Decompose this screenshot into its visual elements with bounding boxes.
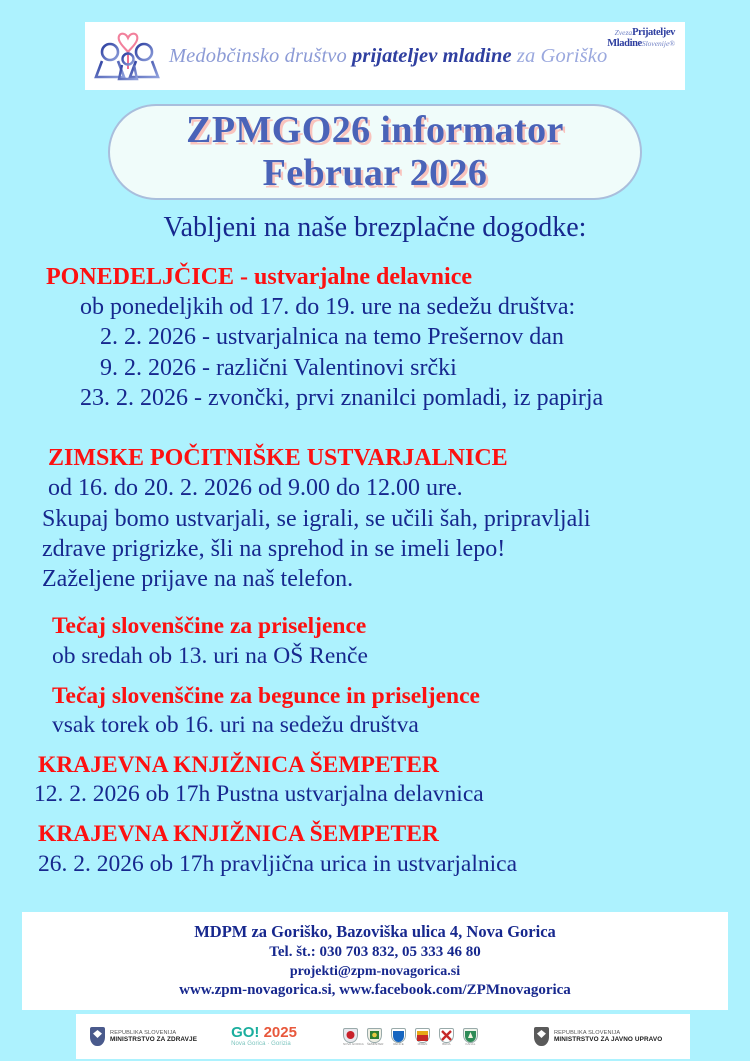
section-line: Zaželjene prijave na naš telefon. [42, 566, 354, 593]
poster-title-line2: Februar 2026 [262, 152, 488, 194]
slovenia-coat-of-arms-icon [90, 1027, 105, 1046]
section-line: 23. 2. 2026 - zvončki, prvi znanilci pomladi, iz papirja [80, 384, 604, 411]
section-zimske-pocitniske [0, 443, 750, 594]
poster-title-box [108, 104, 642, 200]
contact-address: MDPM za Goriško, Bazoviška ulica 4, Nova Gorica [194, 922, 556, 942]
spacer [0, 672, 750, 682]
sponsor-logo-band [76, 1014, 690, 1059]
crest-sempeter-vrtojba-icon: ŠEMPETER [367, 1028, 382, 1046]
crest-renche-vogrsko-icon: RENČE [391, 1028, 406, 1046]
section-heading: Tečaj slovenščine za priseljence [52, 613, 367, 640]
section-knjiznica-12-2 [0, 751, 750, 810]
sponsor-ministry-public-admin [534, 1027, 662, 1046]
section-line: od 16. do 20. 2. 2026 od 9.00 do 12.00 ure. [48, 475, 463, 502]
header-logo-band [85, 22, 685, 90]
go-logo-name: GO! [231, 1024, 260, 1042]
two-figures-with-heart-logo-icon [89, 25, 167, 87]
spacer [0, 594, 750, 612]
section-tecaj-begunce [0, 682, 750, 741]
wordmark-part1: Medobčinsko društvo [169, 44, 353, 67]
section-tecaj-priseljence [0, 612, 750, 671]
section-heading: PONEDELJČICE - ustvarjalne delavnice [46, 264, 472, 290]
crest-kanal-ob-soci-icon: KANAL [463, 1028, 478, 1046]
section-heading: ZIMSKE POČITNIŠKE USTVARJALNICE [48, 445, 508, 472]
section-heading: KRAJEVNA KNJIŽNICA ŠEMPETER [38, 821, 439, 847]
section-line: 2. 2. 2026 - ustvarjalnica na temo Prešernov dan [100, 324, 564, 351]
zpm-zveza-text: Zveza [614, 28, 633, 37]
ministry-health-line1: REPUBLIKA SLOVENIJA [110, 1029, 177, 1036]
wordmark-bold: prijateljev mladine [352, 44, 512, 67]
section-knjiznica-26-2 [0, 820, 750, 879]
poster-title-line1: ZPMGO26 informator [186, 109, 564, 152]
zpm-slovenije-mark [525, 28, 675, 54]
sponsor-go2025-logo [231, 1025, 297, 1047]
slovenia-coat-of-arms-icon [534, 1027, 549, 1046]
municipal-crests-group [343, 1028, 478, 1046]
crest-miren-kostanjevica-icon: MIREN [415, 1028, 430, 1046]
crest-nova-gorica-icon: NOVA GORICA [343, 1028, 358, 1046]
go-logo-year: 2025 [263, 1024, 297, 1042]
sponsor-ministry-health [90, 1027, 197, 1046]
section-line: 26. 2. 2026 ob 17h pravljična urica in ustvarjalnica [38, 850, 518, 877]
spacer [0, 810, 750, 820]
section-line: vsak torek ob 16. uri na sedežu društva [52, 712, 419, 739]
spacer [0, 413, 750, 443]
zpm-prijateljev-text: Prijateljev [632, 27, 675, 38]
section-line: Skupaj bomo ustvarjali, se igrali, se učili šah, pripravljali [42, 505, 591, 532]
section-heading: Tečaj slovenščine za begunce in priseljence [52, 682, 480, 709]
spacer [0, 741, 750, 751]
ministry-public-line2: MINISTRSTVO ZA JAVNO UPRAVO [553, 1036, 663, 1044]
section-line: 9. 2. 2026 - različni Valentinovi srčki [100, 354, 457, 381]
section-line: ob sredah ob 13. uri na OŠ Renče [52, 642, 368, 669]
section-line: 12. 2. 2026 ob 17h Pustna ustvarjalna delavnica [34, 781, 484, 808]
ministry-public-line1: REPUBLIKA SLOVENIJA [553, 1029, 621, 1036]
section-heading: KRAJEVNA KNJIŽNICA ŠEMPETER [38, 751, 439, 778]
section-line: ob ponedeljkih od 17. do 19. ure na sedežu društva: [80, 294, 576, 321]
zpm-slovenije-text: Slovenije® [641, 38, 675, 48]
wordmark-part2: za Goriško [511, 44, 608, 67]
contact-info-band [22, 912, 728, 1010]
section-line: zdrave prigrizke, šli na sprehod in se imeli lepo! [42, 535, 506, 562]
go-logo-subtitle: Nova Gorica · Gorizia [231, 1041, 291, 1048]
contact-email[interactable]: projekti@zpm-novagorica.si [289, 963, 461, 979]
section-ponedeljcice [0, 262, 750, 413]
crest-brda-icon: BRDA [439, 1028, 454, 1046]
contact-web[interactable]: www.zpm-novagorica.si, www.facebook.com/ZPMnovagorica [179, 982, 571, 999]
contact-phone: Tel. št.: 030 703 832, 05 333 46 80 [269, 943, 481, 960]
zpm-mladine-text: Mladine [607, 37, 642, 49]
ministry-health-line2: MINISTRSTVO ZA ZDRAVJE [110, 1036, 198, 1044]
invitation-heading: Vabljeni na naše brezplačne dogodke: [163, 212, 587, 243]
poster-body [0, 212, 750, 879]
